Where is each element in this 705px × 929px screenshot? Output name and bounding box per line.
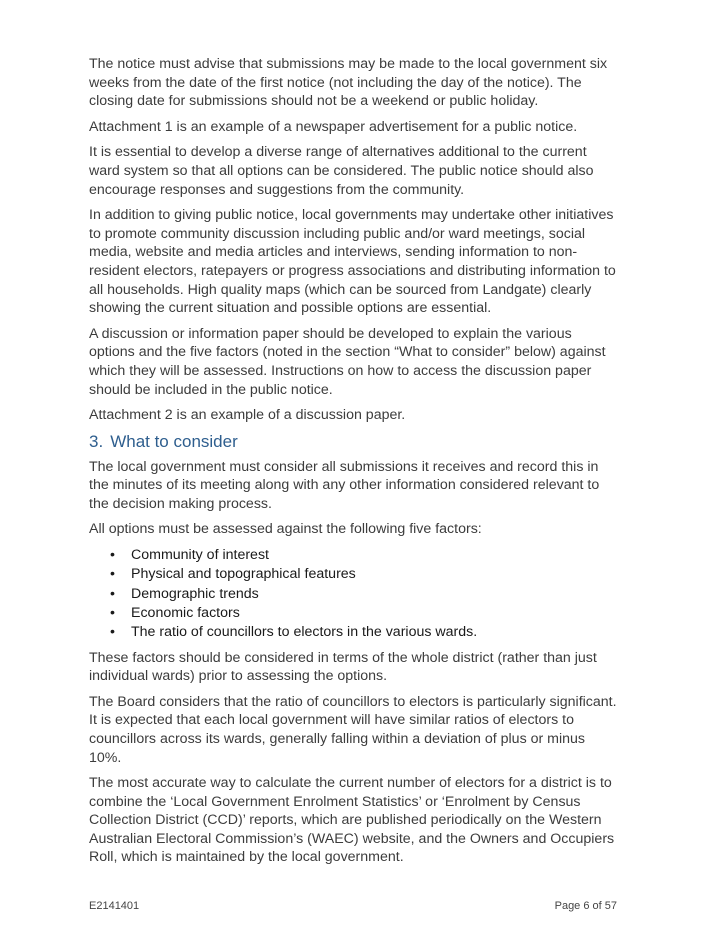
factors-list (89, 546, 619, 642)
paragraph-initiatives: In addition to giving public notice, local governments may undertake other initiatives to promote community discussion including public and/or ward meetings, social media, website and media articles and interviews, sending information to non-resident electors, ratepayers or progress associations and distributing information to all households. High quality maps (which can be sourced from Landgate) clearly showing the current situation and possible options are essential. (89, 207, 616, 317)
list-item: • Demographic trends (89, 585, 619, 604)
paragraph-attachment-1: Attachment 1 is an example of a newspaper advertisement for a public notice. (89, 118, 578, 135)
paragraph-ratio-significance: The Board considers that the ratio of councillors to electors is particularly significant. It is expected that each local government will have similar ratios of electors to councillors across its wards, generally falling within a deviation of plus or minus 10%. (89, 693, 617, 766)
paragraph-calculate-electors: The most accurate way to calculate the current number of electors for a district is to combine the ‘Local Government Enrolment Statistics’ or ‘Enrolment by Census Collection District (CCD)’ reports, which are published periodically on the Western Australian Electoral Commission’s (WAEC) website, and the Owners and Occupiers Roll, which is maintained by the local government. (89, 775, 615, 866)
bullet-icon: • (110, 566, 115, 583)
paragraph-attachment-2: Attachment 2 is an example of a discussion paper. (89, 407, 406, 424)
paragraph-discussion-paper: A discussion or information paper should be developed to explain the various options and the five factors (noted in the section “What to consider” below) against which they will be assessed. Instructions on how to access the discussion paper should be included in the public notice. (89, 325, 606, 398)
paragraph-submission-period: The notice must advise that submissions may be made to the local government six weeks from the date of the first notice (not including the day of the notice). The closing date for submissions should not be a weekend or public holiday. (89, 56, 608, 110)
bullet-icon: • (110, 547, 115, 564)
list-item: • Community of interest (89, 546, 619, 565)
section-number: 3. (89, 431, 104, 451)
bullet-icon: • (110, 604, 115, 621)
page-number: Page 6 of 57 (554, 900, 617, 912)
document-page (89, 55, 619, 874)
list-item: • Economic factors (89, 604, 619, 623)
bullet-icon: • (110, 624, 115, 641)
document-id: E2141401 (89, 900, 140, 912)
paragraph-five-factors-intro: All options must be assessed against the following five factors: (89, 521, 482, 538)
list-item: • The ratio of councillors to electors in the various wards. (89, 623, 619, 642)
bullet-icon: • (110, 585, 115, 602)
paragraph-alternatives: It is essential to develop a diverse range of alternatives additional to the current ward system so that all options can be considered. The public notice should also encourage responses and suggestions from the community. (89, 144, 594, 198)
section-title: What to consider (110, 431, 238, 451)
paragraph-consider-submissions: The local government must consider all submissions it receives and record this in the minutes of its meeting along with any other information considered relevant to the decision making process. (89, 458, 600, 512)
section-heading (89, 432, 619, 452)
page-footer (89, 900, 617, 912)
paragraph-whole-district: These factors should be considered in terms of the whole district (rather than just individual wards) prior to assessing the options. (89, 649, 597, 685)
list-item: • Physical and topographical features (89, 565, 619, 584)
